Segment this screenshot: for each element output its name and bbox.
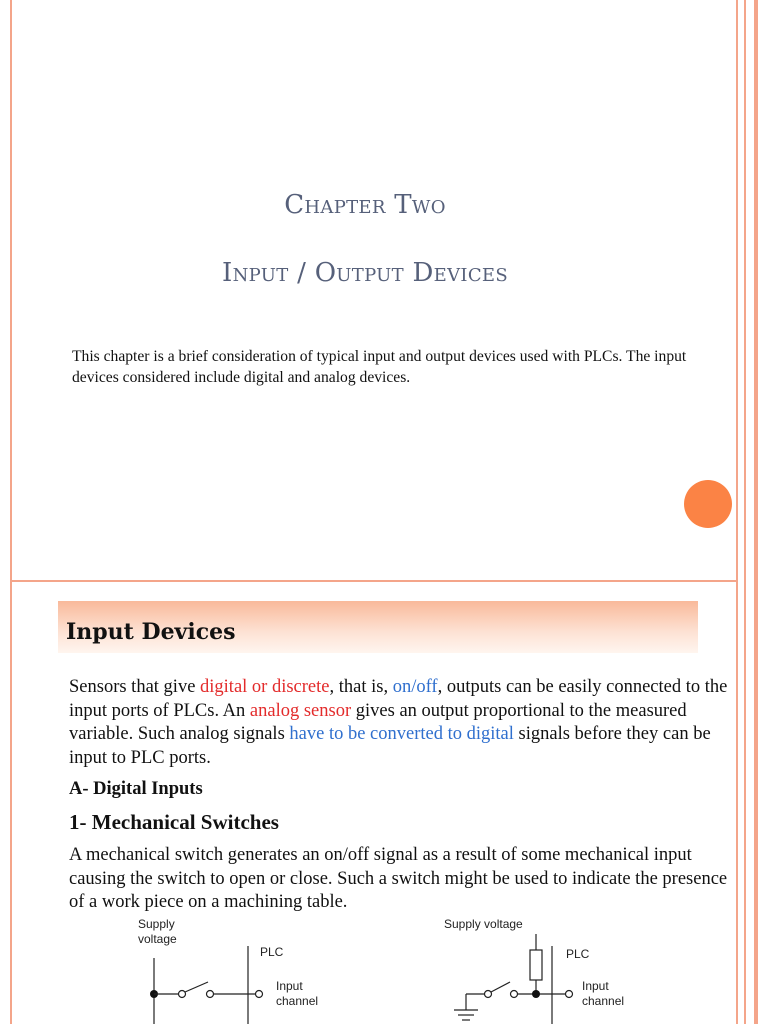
- diagram-label-input: Input: [276, 979, 303, 993]
- chapter-subtitle: Input / Output Devices: [222, 258, 508, 288]
- sensors-paragraph: [69, 676, 739, 770]
- intro-paragraph: This chapter is a brief consideration of typical input and output devices used with PLCs. The input devices considered include digital and analog devices.: [72, 348, 687, 386]
- diagram-label-channel: channel: [276, 994, 319, 1008]
- chapter-title: Chapter Two: [284, 190, 446, 220]
- circuit-diagram-right: [440, 912, 660, 1024]
- diagram-label-input: Input: [582, 979, 609, 993]
- diagram-label-voltage: voltage: [138, 932, 177, 946]
- diagram-label-plc: PLC: [260, 945, 284, 959]
- section-header-title: Input Devices: [66, 619, 236, 645]
- decorative-dot: [684, 480, 732, 528]
- circuit-diagram-left: [130, 912, 350, 1024]
- diagram-label-supply: Supply: [138, 917, 175, 931]
- highlight-onoff: on/off: [392, 677, 438, 697]
- mechanical-switch-paragraph: A mechanical switch generates an on/off signal as a result of some mechanical input causing the switch to open or close. Such a switch might be used to indicate the presence of a work piece on a machining table.: [69, 845, 728, 912]
- diagram-label-plc: PLC: [566, 947, 590, 961]
- para-text: Sensors that give: [69, 677, 201, 697]
- subheading-mechanical-switches: 1- Mechanical Switches: [69, 810, 279, 834]
- section-header: [58, 601, 698, 653]
- diagram-label-supply-voltage: Supply voltage: [444, 917, 523, 931]
- para-text: gives an output proportional to the measured variable. Such analog signals: [69, 700, 687, 744]
- slide-separator: [10, 580, 736, 582]
- highlight-digital: digital or discrete: [200, 677, 330, 697]
- highlight-converted: have to be converted to digital: [289, 724, 514, 744]
- para-text: signals before they can be input to PLC ports.: [69, 724, 711, 768]
- subheading-digital-inputs: A- Digital Inputs: [69, 779, 203, 799]
- highlight-analog: analog sensor: [249, 700, 352, 721]
- para-text: , that is,: [329, 677, 393, 697]
- diagram-label-channel: channel: [582, 994, 625, 1008]
- para-text: , outputs can be easily connected to the input ports of PLCs. An: [69, 677, 728, 721]
